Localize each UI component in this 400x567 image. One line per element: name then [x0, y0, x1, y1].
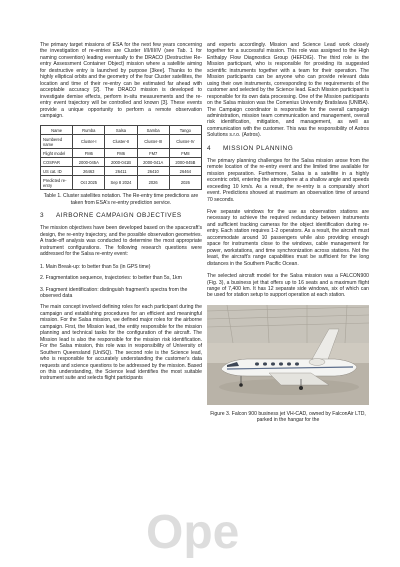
table-cell: 2000-041B: [105, 158, 137, 167]
section-paragraph: The main concept involved defining roles for each participant during the campaign and establishing procedures for an efficient and meaningful mission. For the Salsa mission, we defined major roles for the airborne campaign. First, the Mission lead, the entity responsible for the mission planning and technical tasks for the configuration of the aircraft. The Mission lead is also the responsible for the mission risk identification. For the Salsa mission, this role was in responsibility of University of Southern Queensland (UniSQ). The second role is the Science lead, who is responsible for accurately understanding the customer's data requests and science questions to be addressed by the mission. Based on this understanding, the Science lead identifies the most suitable instrument suite and selects flight participants: [40, 304, 202, 382]
table-cell: Flight model: [41, 149, 73, 158]
left-column: [40, 42, 202, 388]
table-row: [41, 135, 202, 149]
list-item: 2. Fragmentation sequence, trajectories: to better than 5s, 1km: [40, 275, 182, 282]
section-paragraph: The selected aircraft model for the Salsa mission was a FALCON900 (Fig. 3), a business jet that offers up to 16 seats and a maximum flight range of 7,400 km. It has 12 separate side windows, six of which can be used for station setup to support operation at each station.: [207, 273, 369, 299]
table-cell: FM7: [137, 149, 169, 158]
table-cell: 2000-045A: [73, 158, 105, 167]
right-column: [207, 42, 369, 424]
table-cell: 2026: [169, 176, 201, 190]
table-cell: Cluster-IV: [169, 135, 201, 149]
table-cell: FM8: [169, 149, 201, 158]
table-cell: 2026: [137, 176, 169, 190]
table-row: [41, 167, 202, 176]
table-cell: Sep 8 2024: [105, 176, 137, 190]
section-title: AIRBORNE CAMPAIGN OBJECTIVES: [56, 212, 182, 220]
table-caption: Table 1. Cluster satellites notation. The Re-entry time predictions are taken from ESA's re-entry prediction service.: [43, 193, 199, 206]
table-cell: 2000-041A: [137, 158, 169, 167]
table-cell: Cluster-II: [105, 135, 137, 149]
svg-text:Ope: Ope: [146, 506, 240, 559]
table-cell: FM6: [73, 149, 105, 158]
table-cell: Oct 2025: [73, 176, 105, 190]
table-cell: Numbered name: [41, 135, 73, 149]
table-cell: Cluster-I: [73, 135, 105, 149]
list-item: 1. Main Break-up: to better than 5s (in GPS time): [40, 263, 151, 270]
table-header-cell: Salsa: [105, 126, 137, 135]
section-heading: [207, 145, 369, 152]
aircraft-photo: [207, 305, 369, 405]
intro-paragraph: The primary target missions of ESA for the next few years concerning the investigation of re-entries are Cluster I/II/III/IV (see Tab. 1 for naming convention) leading eventually to the DRACO (Destructive Re-entry Assessment Container Object) mission where a satellite aiming for destructive entry is launched by purpose [3kee]. Thanks to the highly elliptical orbits and the geometry of the four Cluster satellites, the location and time of their re-entry can be estimated far ahead with acceptable accuracy [2]. The DRACO mission is developed to investigate demise effects, perform in-situ measurements and the re-entry event trajectory will be controlled and known [3]. These events provide a unique opportunity to perform a remote observation campaign.: [40, 42, 202, 119]
section-paragraph: and experts accordingly. Mission and Science Lead work closely together for a successful mission. This role was assigned to the High Enthalpy Flow Diagnostics Group (HEFDiG). The third role is the Mission participant, who is responsible for providing its suggested scientific instruments together with a team for their operation. The Mission participants can be anyone who can provide relevant data using their own instruments, corresponding to the requirements of the customer and selected by the Science lead. Each Mission participant is responsible for its own data processing. One of the Mission participants on the Salsa mission was the Comenius University Bratislava (UNIBA). The Campaign coordinator is responsible for the overall campaign administration, mission team communication and management, overall risk identification, mitigation, and management, as well as communication with the customer. This was the responsibility of Astros Solutions s.r.o. (Astros).: [207, 42, 369, 139]
table-cell: Cluster-III: [137, 135, 169, 149]
table-cell: 26464: [169, 167, 201, 176]
table-row: [41, 176, 202, 190]
table-cell: 26410: [137, 167, 169, 176]
section-title: MISSION PLANNING: [223, 144, 294, 152]
section-paragraph: The mission objectives have been developed based on the spacecraft's design, the re-entry trajectory, and the possible observation geometries. A trade-off analysis was conducted to determine the most appropriate instrument configurations. The following research questions were addressed for the Salsa re-entry event:: [40, 225, 202, 258]
table-cell: FM6: [105, 149, 137, 158]
section-paragraph: The primary planning challenges for the Salsa mission arose from the remote location of the re-entry event and the limited time available for mission preparation. Furthermore, Salsa is a satellite in a highly eccentric orbit, entering the atmosphere at a shallow angle and speeds exceeding 10 km/s. As a result, the re-entry is a comparably short event. Predictions showed at maximum an observation time of around 70 seconds.: [207, 157, 369, 203]
cluster-naming-table: [40, 125, 202, 190]
table-header-cell: Name: [41, 126, 73, 135]
table-header-row: [41, 126, 202, 135]
figure-caption: Figure 3. Falcon 900 business jet VH-CAD, owned by FalconAir LTD, parked in the hangar for the: [210, 410, 366, 424]
section-paragraph: Five separate windows for the use as observation stations are necessary to achieve the required redundancy between instruments and sufficient tracking cameras for the object identification during re-entry. Each station requires 1-2 operators. As a result, the aircraft must accommodate around 10 passengers while also providing enough space for instruments close to the windows, cable management for power, workstations, and time synchronization across stations. Not the least, the aircraft's range capabilities must be sufficient for the long distances in the Southern Pacific Ocean.: [207, 208, 369, 267]
table-row: [41, 158, 202, 167]
section-number: 4: [207, 144, 212, 152]
table-cell: 26463: [73, 167, 105, 176]
table-cell: US cat. ID: [41, 167, 73, 176]
aircraft-hangar-image: [207, 305, 369, 405]
table-cell: Predicted re-entry: [41, 176, 73, 190]
table-cell: 26411: [105, 167, 137, 176]
section-heading: [40, 212, 202, 219]
watermark-logo: [140, 500, 280, 560]
table-header-cell: Tango: [169, 126, 201, 135]
table-header-cell: Samba: [137, 126, 169, 135]
table-row: [41, 149, 202, 158]
list-item: 3. Fragment identification: distinguish fragment's spectra from the observed data: [40, 286, 188, 299]
table-cell: COSPAR: [41, 158, 73, 167]
table-header-cell: Rumba: [73, 126, 105, 135]
table-cell: 2000-045B: [169, 158, 201, 167]
section-number: 3: [40, 212, 45, 220]
